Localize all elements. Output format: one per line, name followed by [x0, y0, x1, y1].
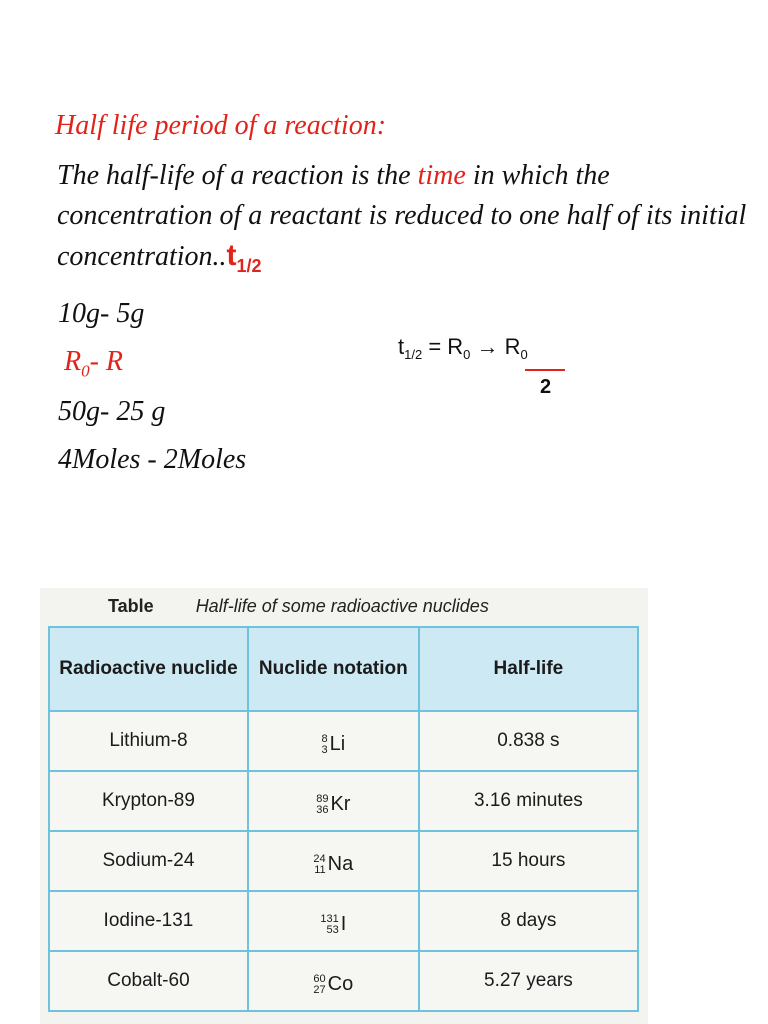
element-symbol: Co — [327, 973, 354, 996]
arrow-icon: → R — [470, 334, 521, 359]
table-caption-text: Half-life of some radioactive nuclides — [195, 596, 489, 616]
nuclide-name: Lithium-8 — [49, 711, 248, 771]
definition-text-1: The half-life of a reaction is the — [57, 160, 418, 191]
nuclide-notation — [248, 711, 419, 771]
half-life-value: 8 days — [419, 891, 638, 951]
mass-number: 24 — [313, 852, 326, 865]
header-half-life: Half-life — [419, 627, 638, 711]
mass-number: 60 — [313, 972, 326, 985]
table-row — [49, 831, 638, 891]
half-life-formula: $t_{1/2} = R_0 \to R_0$ — [398, 334, 528, 362]
table-caption — [108, 596, 489, 617]
definition-text-2: in which the concentration of a reactant is reduced to one half of its initial concentration.. — [57, 160, 747, 272]
element-symbol: I — [340, 913, 347, 936]
definition-paragraph — [57, 156, 747, 286]
element-symbol: Kr — [330, 793, 351, 816]
table-caption-label: Table — [108, 596, 154, 616]
half-life-table — [48, 626, 639, 1012]
half-life-symbol: $t_{1/2}$ — [226, 239, 262, 276]
mass-number: 131 — [320, 912, 339, 925]
example-line-2: $R_0-$ R — [64, 346, 124, 381]
half-life-value: 5.27 years — [419, 951, 638, 1011]
header-nuclide-notation: Nuclide notation — [248, 627, 419, 711]
nuclide-notation — [248, 831, 419, 891]
element-symbol: Na — [327, 853, 354, 876]
nuclide-name: Iodine-131 — [49, 891, 248, 951]
nuclide-name: Krypton-89 — [49, 771, 248, 831]
mass-number: 89 — [316, 792, 329, 805]
half-life-value: 3.16 minutes — [419, 771, 638, 831]
table-row — [49, 711, 638, 771]
table-row — [49, 771, 638, 831]
page-heading: Half life period of a reaction: — [55, 110, 387, 141]
nuclide-notation — [248, 771, 419, 831]
element-symbol: Li — [329, 733, 346, 756]
half-life-value: 15 hours — [419, 831, 638, 891]
table-row — [49, 951, 638, 1011]
half-life-table-figure — [40, 588, 648, 1024]
example-line-1: 10g- 5g — [58, 298, 145, 329]
mass-number: 8 — [321, 732, 328, 745]
atomic-number: 53 — [326, 923, 339, 936]
atomic-number: 36 — [316, 803, 329, 816]
half-life-value: 0.838 s — [419, 711, 638, 771]
atomic-number: 11 — [314, 863, 326, 876]
formula-denominator: 2 — [540, 376, 552, 398]
fraction-line — [525, 369, 565, 371]
atomic-number: 27 — [313, 983, 326, 996]
example-line-4: 4Moles - 2Moles — [58, 444, 247, 475]
header-radioactive-nuclide: Radioactive nuclide — [49, 627, 248, 711]
definition-keyword: time — [417, 160, 466, 191]
nuclide-notation — [248, 951, 419, 1011]
nuclide-notation — [248, 891, 419, 951]
nuclide-name: Cobalt-60 — [49, 951, 248, 1011]
atomic-number: 3 — [321, 743, 328, 756]
table-row — [49, 891, 638, 951]
example-line-3: 50g- 25 g — [58, 396, 166, 427]
nuclide-name: Sodium-24 — [49, 831, 248, 891]
